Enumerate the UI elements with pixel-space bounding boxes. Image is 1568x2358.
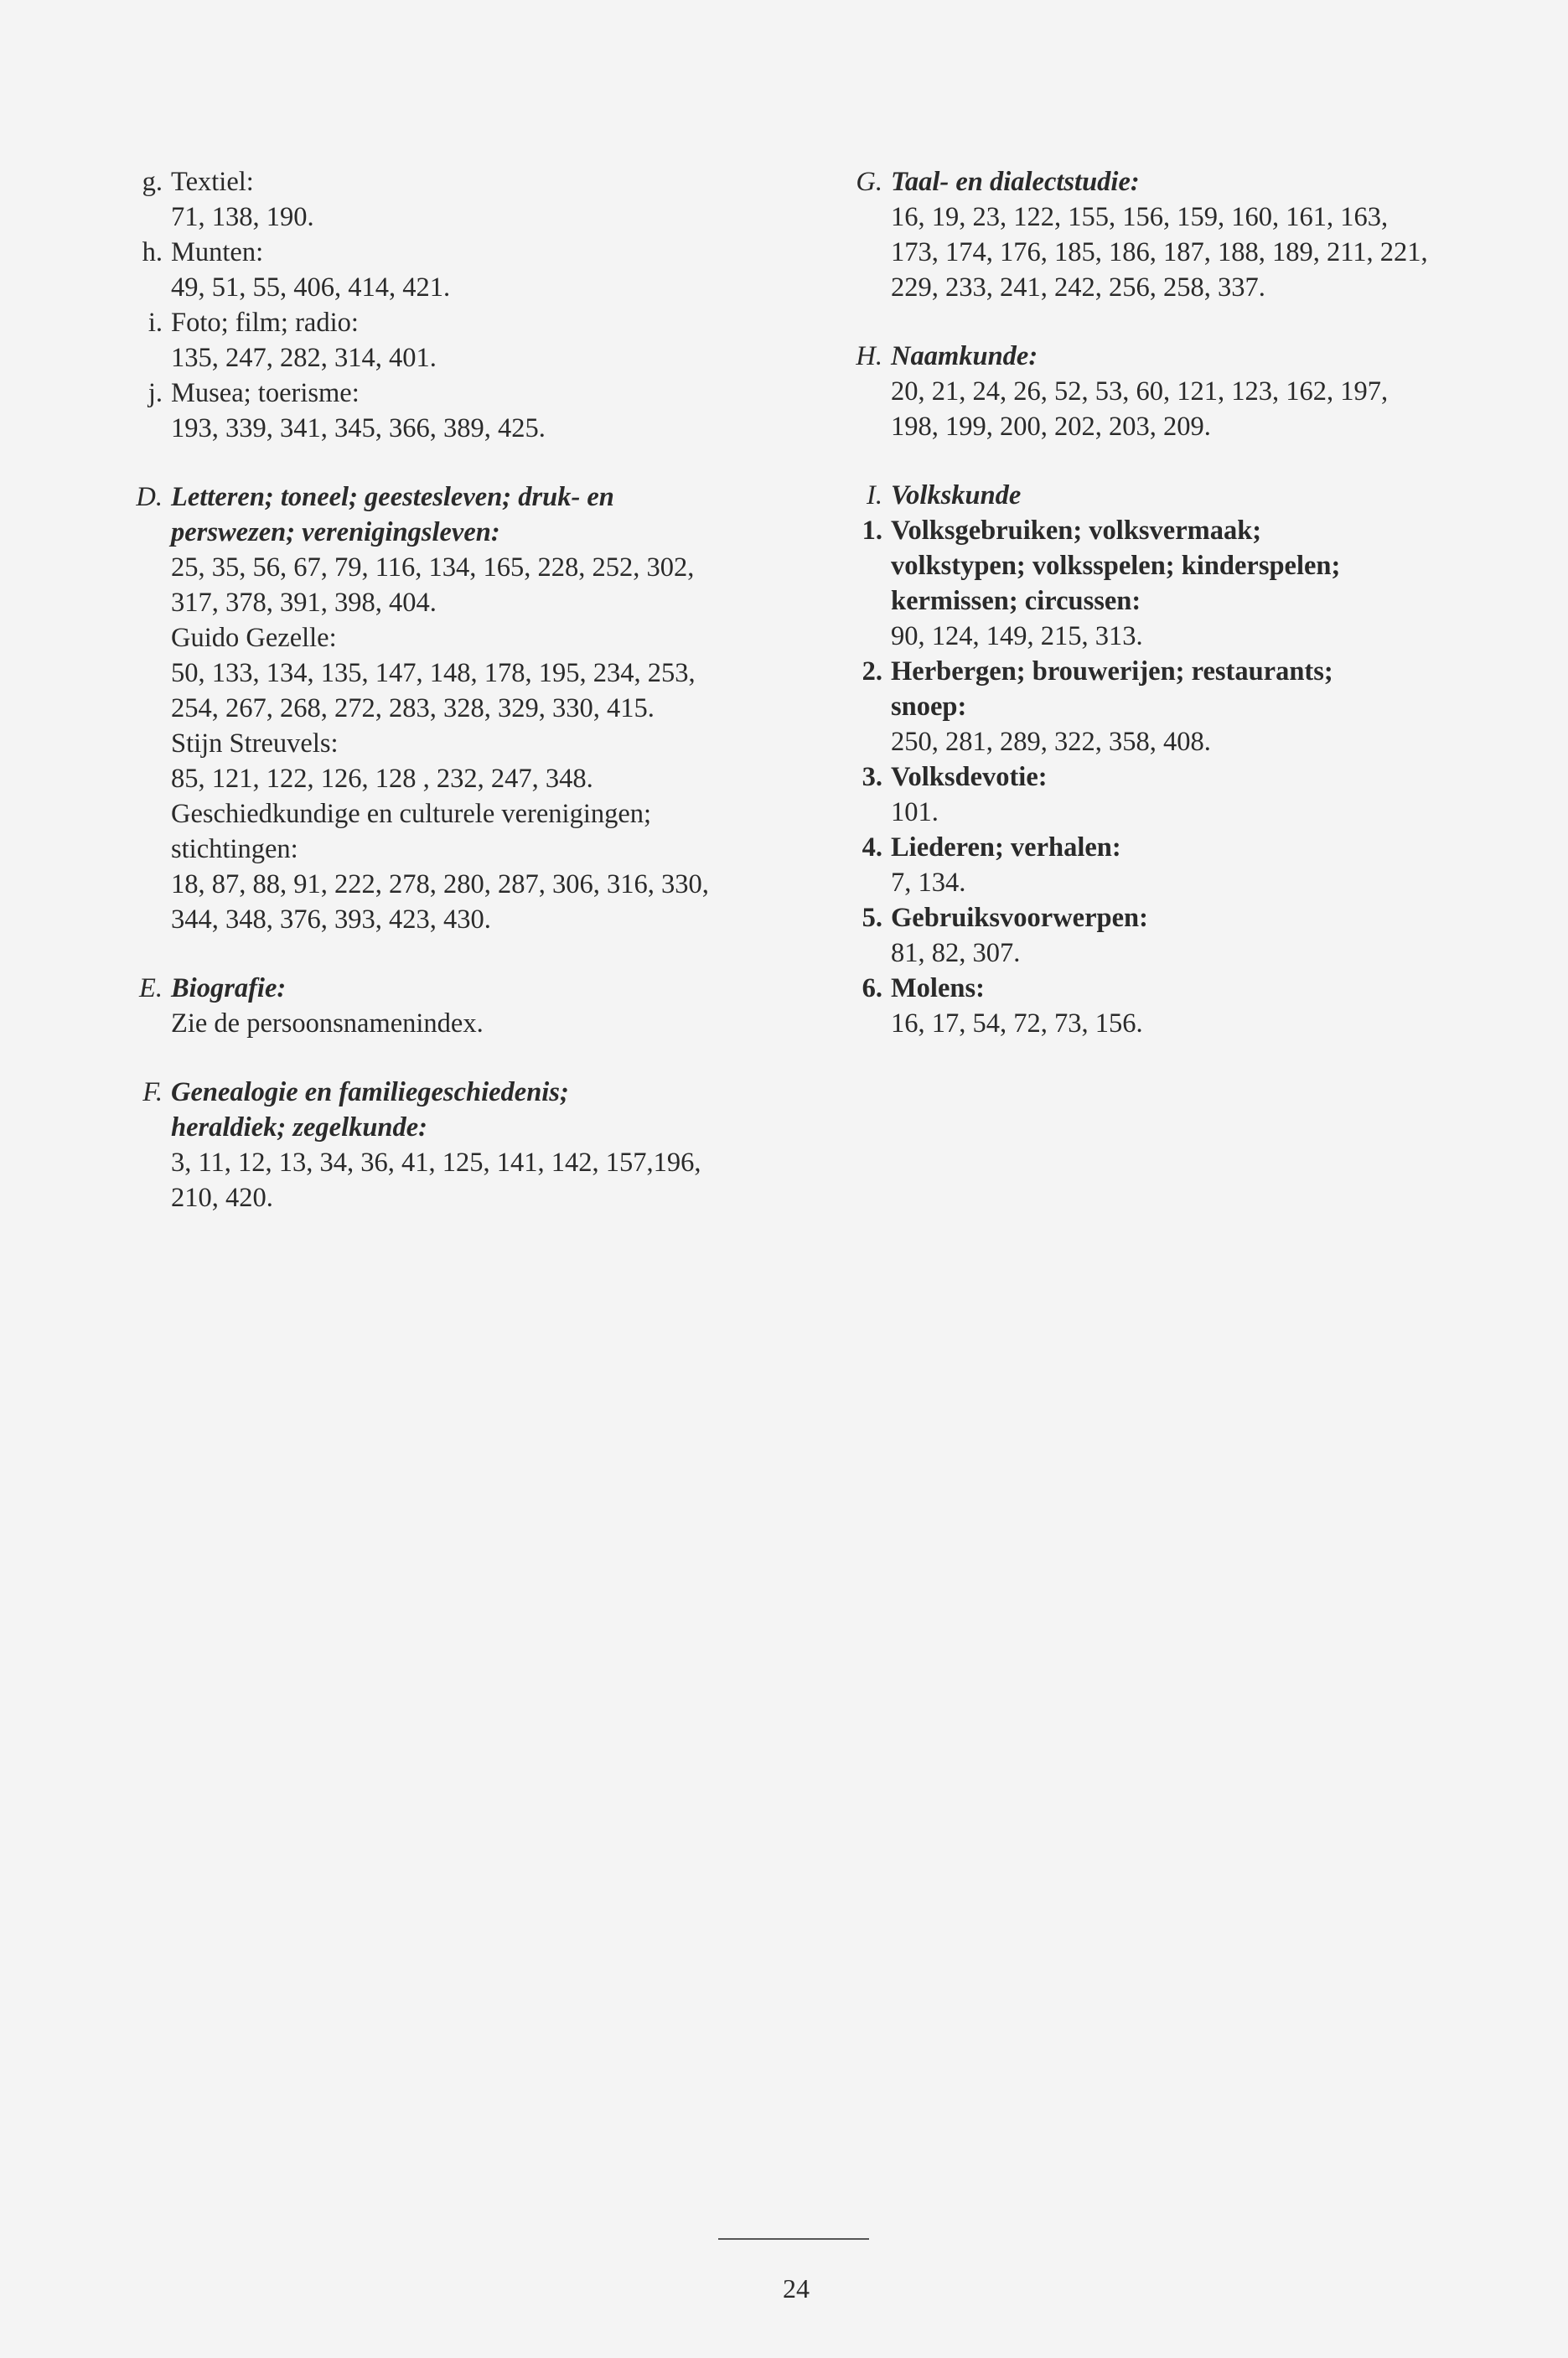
section-title: Taal- en dialectstudie: <box>891 167 1140 197</box>
entry-h <box>134 235 805 305</box>
subsection-3 <box>854 759 1541 795</box>
subsection-marker: 1. <box>862 516 882 546</box>
entry-label: Munten: <box>171 237 264 267</box>
subsection-title-continued: kermissen; circussen: <box>891 586 1141 616</box>
section-values: 173, 174, 176, 185, 186, 187, 188, 189, 211, 221, <box>891 237 1428 267</box>
subentry-values: 85, 121, 122, 126, 128 , 232, 247, 348. <box>171 764 593 794</box>
page-number: 24 <box>783 2273 810 2304</box>
entry-g <box>134 164 805 235</box>
spacer <box>134 446 805 479</box>
section-e <box>134 971 805 1041</box>
section-values: 20, 21, 24, 26, 52, 53, 60, 121, 123, 162, 197, <box>891 376 1389 407</box>
subsection-title-continued: volkstypen; volksspelen; kinderspelen; <box>891 551 1341 581</box>
section-f <box>134 1075 805 1215</box>
section-values: 198, 199, 200, 202, 203, 209. <box>891 412 1211 442</box>
entry-values: 49, 51, 55, 406, 414, 421. <box>171 272 451 303</box>
spacer <box>854 444 1541 478</box>
entry-label: Foto; film; radio: <box>171 308 359 338</box>
subsection-marker: 2. <box>862 656 882 687</box>
subsection-title-continued: snoep: <box>891 692 967 722</box>
section-values: 3, 11, 12, 13, 34, 36, 41, 125, 141, 142, 157,196, <box>171 1148 701 1178</box>
spacer <box>854 305 1541 339</box>
section-marker: H. <box>856 341 882 371</box>
subentry-values: 18, 87, 88, 91, 222, 278, 280, 287, 306, 316, 330, <box>171 869 709 899</box>
subentry-label-verenigingen-continued: stichtingen: <box>171 834 298 864</box>
section-marker: E. <box>139 973 163 1003</box>
entry-label: Textiel: <box>171 167 254 197</box>
subentry-label-gezelle: Guido Gezelle: <box>171 623 337 653</box>
entry-marker: g. <box>142 167 163 197</box>
entry-marker: h. <box>142 237 163 267</box>
subsection-values: 16, 17, 54, 72, 73, 156. <box>891 1008 1143 1039</box>
subsection-1 <box>854 513 1541 548</box>
section-values: 317, 378, 391, 398, 404. <box>171 588 437 618</box>
section-marker: I. <box>867 480 882 510</box>
section-title-continued: perswezen; verenigingsleven: <box>171 517 500 547</box>
section-i <box>854 478 1541 1041</box>
section-text: Zie de persoonsnamenindex. <box>171 1008 484 1039</box>
section-d <box>134 479 805 937</box>
subsection-4 <box>854 830 1541 865</box>
entry-i <box>134 305 805 376</box>
section-marker: F. <box>142 1077 163 1107</box>
subsection-marker: 4. <box>862 832 882 863</box>
entry-j <box>134 376 805 446</box>
section-title-continued: heraldiek; zegelkunde: <box>171 1112 428 1143</box>
subsection-values: 81, 82, 307. <box>891 938 1021 968</box>
subsection-title: Volksgebruiken; volksvermaak; <box>891 516 1262 546</box>
section-title: Biografie: <box>171 973 287 1003</box>
spacer <box>134 937 805 971</box>
section-values: 25, 35, 56, 67, 79, 116, 134, 165, 228, 252, 302, <box>171 552 695 583</box>
entry-label: Musea; toerisme: <box>171 378 360 408</box>
subsection-values: 250, 281, 289, 322, 358, 408. <box>891 727 1211 757</box>
subentry-label-verenigingen: Geschiedkundige en culturele verenigingen; <box>171 799 652 829</box>
subentry-values: 50, 133, 134, 135, 147, 148, 178, 195, 234, 253, <box>171 658 696 688</box>
subsection-values: 101. <box>891 797 939 827</box>
subsection-marker: 6. <box>862 973 882 1003</box>
entry-marker: i. <box>147 308 163 338</box>
subsection-title: Molens: <box>891 973 985 1003</box>
entry-values: 135, 247, 282, 314, 401. <box>171 343 437 373</box>
subsection-marker: 3. <box>862 762 882 792</box>
subentry-values: 254, 267, 268, 272, 283, 328, 329, 330, 415. <box>171 693 655 723</box>
subsection-title: Liederen; verhalen: <box>891 832 1121 863</box>
section-title: Volkskunde <box>891 480 1022 510</box>
subentry-values: 344, 348, 376, 393, 423, 430. <box>171 904 491 935</box>
footer-divider <box>718 2238 869 2240</box>
section-title: Naamkunde: <box>891 341 1038 371</box>
entry-values: 193, 339, 341, 345, 366, 389, 425. <box>171 413 546 443</box>
subsection-title: Herbergen; brouwerijen; restaurants; <box>891 656 1333 687</box>
subsection-marker: 5. <box>862 903 882 933</box>
spacer <box>134 1041 805 1075</box>
subsection-title: Gebruiksvoorwerpen: <box>891 903 1148 933</box>
subsection-values: 90, 124, 149, 215, 313. <box>891 621 1143 651</box>
section-title: Genealogie en familiegeschiedenis; <box>171 1077 569 1107</box>
subsection-5 <box>854 900 1541 935</box>
left-column <box>134 164 805 1215</box>
section-values: 210, 420. <box>171 1183 273 1213</box>
subsection-title: Volksdevotie: <box>891 762 1048 792</box>
section-g <box>854 164 1541 305</box>
section-title: Letteren; toneel; geestesleven; druk- en <box>171 482 614 512</box>
subsection-2 <box>854 654 1541 689</box>
section-values: 229, 233, 241, 242, 256, 258, 337. <box>891 272 1265 303</box>
section-marker: G. <box>856 167 882 197</box>
section-values: 16, 19, 23, 122, 155, 156, 159, 160, 161, 163, <box>891 202 1389 232</box>
subsection-values: 7, 134. <box>891 868 966 898</box>
entry-marker: j. <box>147 378 163 408</box>
section-h <box>854 339 1541 444</box>
entry-values: 71, 138, 190. <box>171 202 314 232</box>
subentry-label-streuvels: Stijn Streuvels: <box>171 728 339 759</box>
right-column <box>854 164 1541 1041</box>
section-marker: D. <box>136 482 163 512</box>
subsection-6 <box>854 971 1541 1006</box>
